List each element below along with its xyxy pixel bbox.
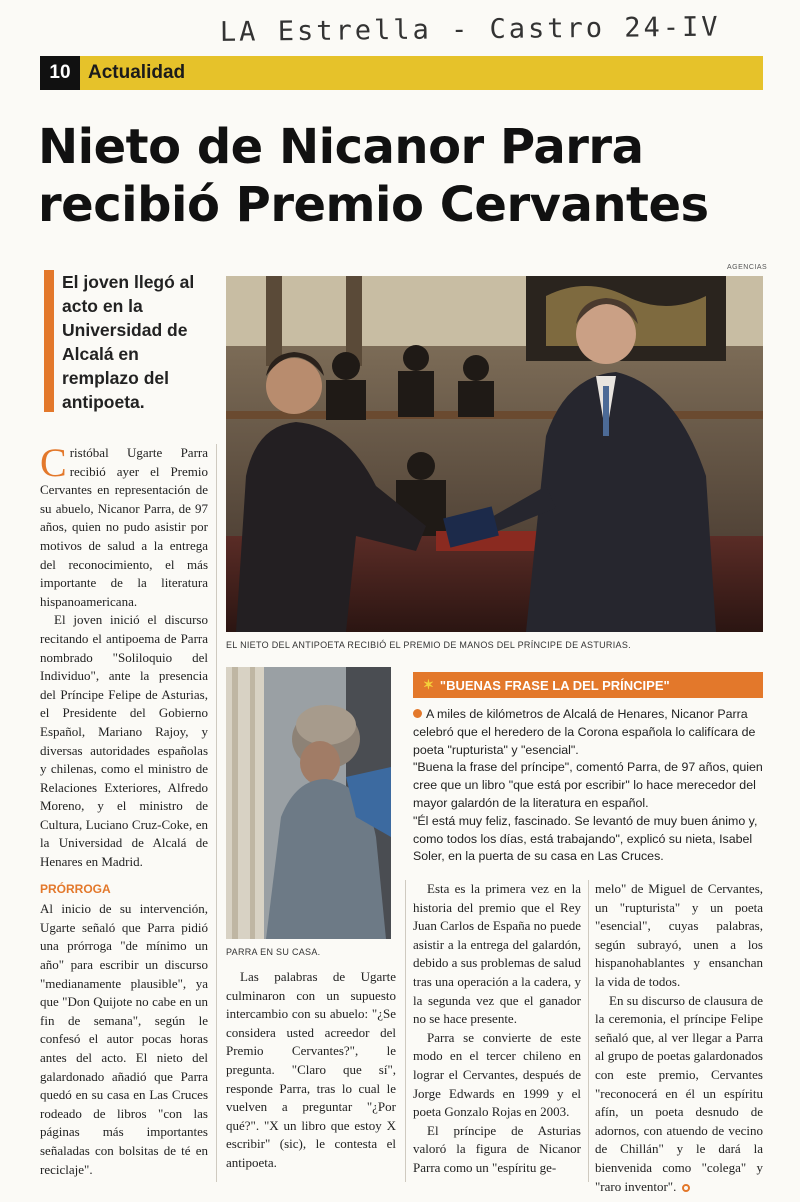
sidebar-text: A miles de kilómetros de Alcalá de Henares, Nicanor Parra celebró que el heredero de la Corona española lo califícara de poeta "rupturista" y "esencial". bbox=[413, 707, 756, 757]
award-ceremony-photo bbox=[226, 276, 763, 632]
article-column-2 bbox=[226, 968, 396, 1173]
headline bbox=[38, 118, 768, 234]
page-number: 10 bbox=[40, 56, 80, 90]
paragraph: El joven inició el discurso recitando el antipoema de Parra nombrado "Soliloquio del Individuo", ante la presencia del Príncipe Felipe de Asturias, el Presidente del Gobierno Español, Mariano Rajoy, y diversas autoridades españolas y chilenas, como el ministro de Relaciones Exteriores, Alfredo Moreno, y el ministro de Cultura, Luciano Cruz-Coke, en la Universidad de Alcalá de Henares en Madrid. bbox=[40, 612, 208, 870]
headline-line-1: Nieto de Nicanor Parra bbox=[38, 119, 644, 175]
paragraph: El príncipe de Asturias valoró la figura de Nicanor Parra como un "espíritu ge- bbox=[413, 1122, 581, 1175]
paragraph-text: ristóbal Ugarte Parra recibió ayer el Premio Cervantes en representación de su abuelo, Nicanor Parra, de 97 años, quien no pudo asistir por motivos de salud a la entrega del reconocimiento, el más importante de la literatura hispanoamericana. bbox=[40, 445, 208, 609]
article-column-4 bbox=[595, 880, 763, 1196]
column-divider bbox=[588, 880, 589, 1182]
sidebar-box bbox=[413, 672, 763, 866]
column-divider bbox=[216, 444, 217, 1182]
end-of-article-icon bbox=[682, 1184, 690, 1192]
handwritten-note: LA Estrella - Castro 24-IV bbox=[219, 11, 721, 48]
sidebar-title-text: "BUENAS FRASE LA DEL PRÍNCIPE" bbox=[439, 677, 670, 693]
article-column-1 bbox=[40, 440, 208, 1179]
article-column-3 bbox=[413, 880, 581, 1178]
bullet-icon bbox=[413, 709, 422, 718]
drop-cap: C bbox=[40, 440, 67, 485]
paragraph: Las palabras de Ugarte culminaron con un supuesto intercambio con su abuelo: "¿Se considera usted acreedor del Premio Cervantes?", le pregunta. "Claro que sí", responde Parra, tras lo cual le vuelven a preguntar "¿Por qué?". "X un libro que estoy X escribir" (sic), le contesta el antipoeta. bbox=[226, 969, 396, 1170]
sidebar-paragraph bbox=[413, 706, 763, 759]
sidebar-paragraph: "Buena la frase del príncipe", comentó Parra, de 97 años, quien cree que un libro "que está por escribir" lo hace merecedor del mayor galardón de la literatura en español. bbox=[413, 760, 763, 810]
section-bar bbox=[40, 56, 763, 90]
paragraph: melo" de Miguel de Cervantes, un "rupturista" y un poeta "esencial", cuyas palabras, según subrayó, unen a los hispanohablantes y ensanchan la vida de todos. bbox=[595, 881, 763, 989]
paragraph: Esta es la primera vez en la historia del premio que el Rey Juan Carlos de España no puede asistir a la entrega del galardón, debido a sus problemas de salud tras una operación a la cadera, y la segunda vez que el ganador no se hace presente. bbox=[413, 881, 581, 1027]
small-photo-caption: PARRA EN SU CASA. bbox=[226, 947, 321, 957]
paragraph bbox=[595, 992, 763, 1197]
paragraph bbox=[40, 440, 208, 611]
sidebar-paragraph: "Él está muy feliz, fascinado. Se levantó de muy buen ánimo y, como todos los días, está trabajando", explicó su nieta, Isabel Soler, en la puerta de su casa en Las Cruces. bbox=[413, 813, 758, 864]
headline-line-2: recibió Premio Cervantes bbox=[38, 177, 709, 233]
paragraph: Al inicio de su intervención, Ugarte señaló que Parra pidió una prórroga "de mínimo un año" para escribir un discurso "medianamente plausible", ya que "Don Quijote no cabe en un fin de semana", según le confesó el autor pocas horas antes del acto. El nieto del galardonado añadió que Parra quedó en su casa en Las Cruces rodeado de libros "con las páginas más importantes señaladas con bolsitas de té en reciclaje". bbox=[40, 901, 208, 1177]
section-name: Actualidad bbox=[88, 62, 186, 83]
subhead-prorroga: PRÓRROGA bbox=[40, 881, 111, 896]
sidebar-title bbox=[413, 672, 763, 698]
paragraph-text: En su discurso de clausura de la ceremonia, el príncipe Felipe señaló que, al ver llegar a Parra al grupo de poetas galardonados con este premio, Cervantes "reconocerá en él un espíritu afín, un poeta desnudo de adornos, con atuendo de vecino de Chillán" y le dará la bienvenida como "colega" y "raro inventor". bbox=[595, 992, 763, 1194]
main-photo bbox=[226, 276, 763, 632]
column-divider bbox=[405, 880, 406, 1182]
photo-credit: AGENCIAS bbox=[727, 264, 768, 271]
parra-at-home-photo bbox=[226, 667, 391, 939]
paragraph: Parra se convierte de este modo en el tercer chileno en lograr el Cervantes, después de Jorge Edwards en 1999 y el poeta Gonzalo Rojas en 2003. bbox=[413, 1029, 581, 1120]
main-photo-caption: EL NIETO DEL ANTIPOETA RECIBIÓ EL PREMIO DE MANOS DEL PRÍNCIPE DE ASTURIAS. bbox=[226, 640, 631, 650]
star-icon: ✶ bbox=[423, 677, 434, 692]
deck-summary: El joven llegó al acto en la Universidad de Alcalá en remplazo del antipoeta. bbox=[44, 270, 209, 412]
small-photo bbox=[226, 667, 391, 939]
sidebar-body bbox=[413, 706, 763, 866]
